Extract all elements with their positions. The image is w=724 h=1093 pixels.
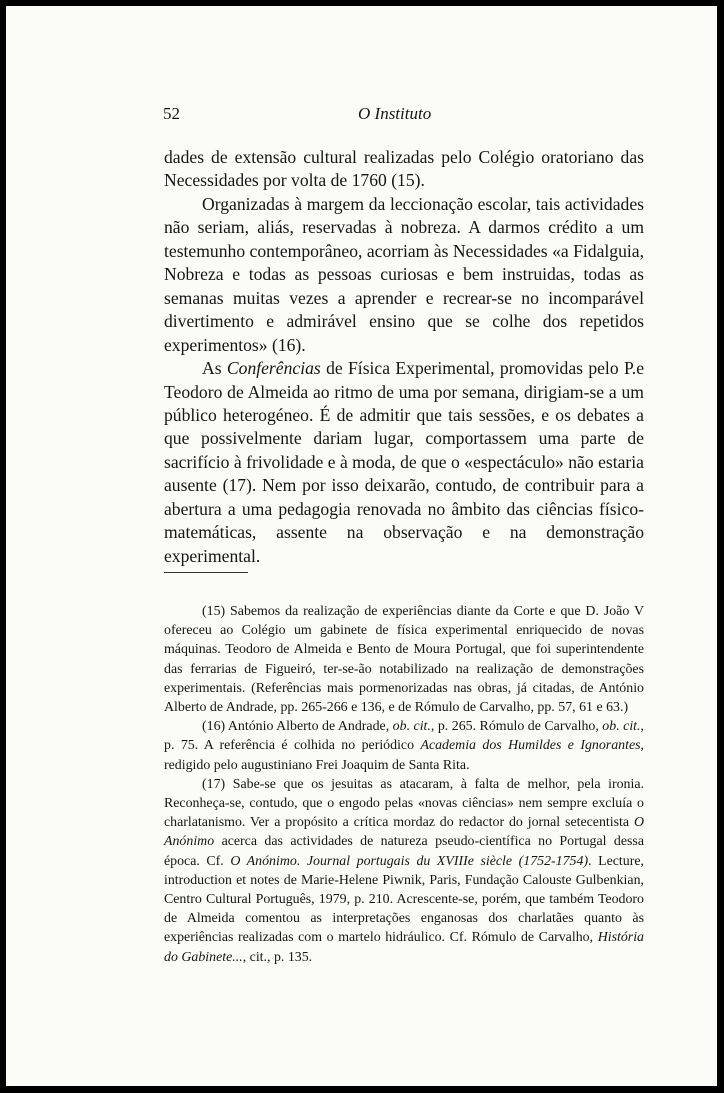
footnote-16-italic-3: Academia dos Humildes e Ignorantes [420, 738, 641, 754]
footnote-17-italic-1: O Anónimo [164, 815, 644, 850]
footnote-16-part-a: (16) António Alberto de Andrade, [202, 719, 393, 735]
footnote-17-italic-2: O Anónimo. Journal portugais du XVIIIe siècle (1752-1754) [230, 853, 589, 869]
footnote-17-italic-3: História do Gabinete... [164, 930, 644, 965]
paragraph-1: dades de extensão cultural realizadas pelo Colégio oratoriano das Necessidades por volta de 1760 (15). [164, 147, 644, 191]
paragraph-3-lead: As [202, 358, 227, 379]
footnote-16-part-g: , redigido pelo augustiniano Frei Joaquim de Santa Rita. [164, 738, 645, 773]
footnote-17-part-g: , cit., p. 135. [242, 949, 313, 965]
paragraph-3-rest: de Física Experimental, promovidas pelo P.e Teodoro de Almeida ao ritmo de uma por semana, dirigiam-se a um público heterogéneo. É de admitir que tais sessões, e os debates a que possivelmente dariam lugar, comportassem uma parte de sacrifício à frivolidade e à moda, de que o «espectáculo» não estaria ausente (17). Nem por isso deixarão, contudo, de contribuir para a abertura a uma pedagogia renovada no âmbito das ciências físico-matemáticas, assente na observação e na demonstração experimental. [164, 358, 644, 566]
footnote-17-part-c: acerca das actividades de natureza pseudo-científica no Portugal dessa época. Cf. [164, 834, 644, 869]
footnote-16-italic-1: ob. cit. [392, 719, 431, 735]
paragraph-2: Organizadas à margem da leccionação escolar, tais actividades não seriam, aliás, reservadas à nobreza. A darmos crédito a um testemunho contemporâneo, acorriam às Necessidades «a Fidalguia, Nobreza e todas as pessoas curiosas e bem instruidas, todas as semanas muitas vezes a aprender e recrear-se no incomparável divertimento e admirável ensino que se colhe dos repetidos experimentos» (16). [164, 193, 644, 355]
footnotes [164, 602, 644, 967]
footnote-16-italic-2: ob. cit. [602, 719, 641, 735]
footnote-separator [164, 572, 248, 573]
body-text [164, 146, 644, 568]
journal-title: O Instituto [358, 104, 432, 123]
document-page [6, 6, 717, 1086]
paragraph-3 [164, 357, 644, 568]
footnote-16 [164, 717, 644, 775]
footnote-17-part-e: . Lecture, introduction et notes de Marie-Helene Piwnik, Paris, Fundação Calouste Gulbenkian, Centro Cultural Português, 1979, p. 210. Acrescente-se, porém, que também Teodoro de Almeida comentou as interpretações enganosas dos charlatães quanto às experiências realizadas com o martelo hidráulico. Cf. Rómulo de Carvalho, [164, 853, 644, 946]
footnote-15: (15) Sabemos da realização de experiências diante da Corte e que D. João V ofereceu ao Colégio um gabinete de física experimental enriquecido de novas máquinas. Teodoro de Almeida e Bento de Moura Portugal, que foi superintendente das ferrarias de Figueiró, ter-se-ão notabilizado na realização de demonstrações experimentais. (Referências mais pormenorizadas nas obras, já citadas, de António Alberto de Andrade, pp. 265-266 e 136, e de Rómulo de Carvalho, pp. 57, 61 e 63.) [164, 604, 644, 716]
footnote-16-part-e: , p. 75. A referência é colhida no periódico [164, 719, 644, 754]
conferencias-italic: Conferências [226, 358, 321, 379]
footnote-17 [164, 775, 644, 967]
footnote-16-part-c: , p. 265. Rómulo de Carvalho, [430, 719, 603, 735]
footnote-17-part-a: (17) Sabe-se que os jesuitas as atacaram, à falta de melhor, pela ironia. Reconheça-se, contudo, que o engodo pelas «novas ciências» nem sempre excluía o charlatanismo. Ver a propósito a crítica mordaz do redactor do jornal setecentista [164, 776, 644, 831]
page-number: 52 [163, 104, 180, 123]
running-head [163, 104, 645, 128]
